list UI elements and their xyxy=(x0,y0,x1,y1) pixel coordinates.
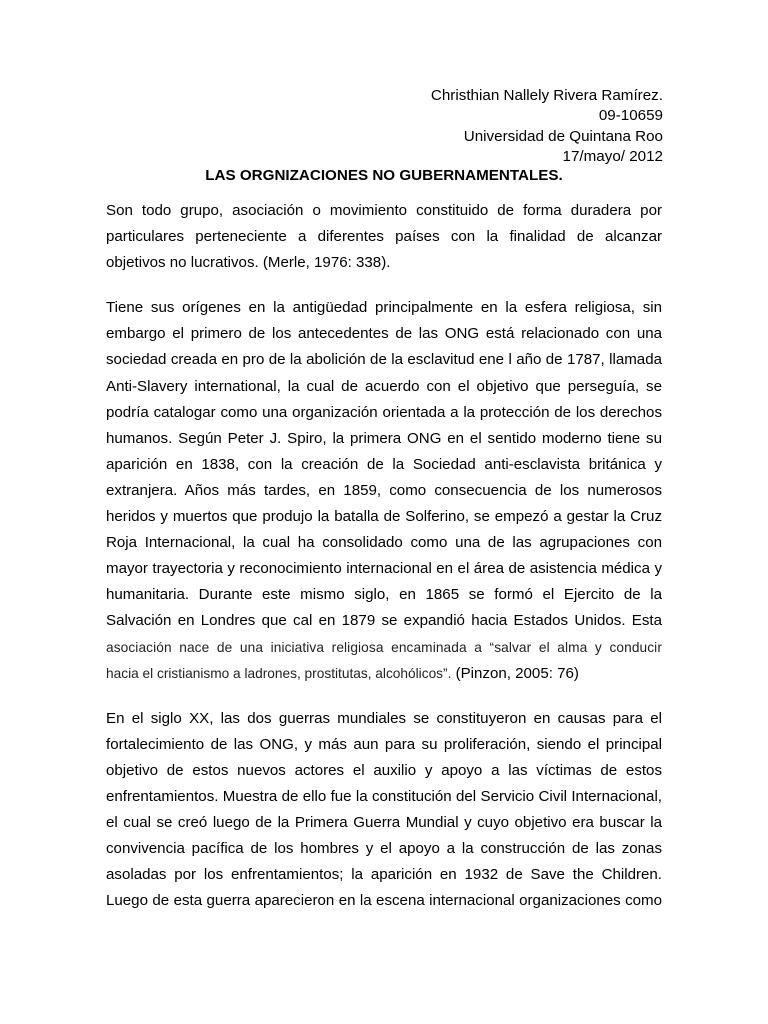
student-id: 09-10659 xyxy=(598,107,663,125)
text-line: Tiene sus orígenes en la antigüedad principalmente en la esfera religiosa, sin xyxy=(106,299,662,317)
text-line: objetivo de estos nuevos actores el auxilio y apoyo a las víctimas de estos xyxy=(106,761,662,779)
paragraph-2 xyxy=(106,295,662,686)
text-line: humanitaria. Durante este mismo siglo, en 1865 se formó el Ejercito de la xyxy=(106,586,662,604)
text-line: fortalecimiento de las ONG, y más aun para su proliferación, siendo el principal xyxy=(106,735,662,753)
quote-text: hacia el cristianismo a ladrones, prostitutas, alcohólicos”. xyxy=(106,665,452,681)
citation-text: (Pinzon, 2005: 76) xyxy=(451,664,579,682)
text-line: aparición en 1838, con la creación de la Sociedad anti-esclavista británica y xyxy=(106,455,662,473)
text-line: convivencia pacífica de los hombres y el apoyo a la construcción de las zonas xyxy=(106,840,662,858)
text-line: Anti-Slavery international, la cual de acuerdo con el objetivo que perseguía, se xyxy=(106,377,662,395)
text-line: mayor trayectoria y reconocimiento internacional en el área de asistencia médica y xyxy=(106,560,662,578)
document-title-text: LAS ORGNIZACIONES NO GUBERNAMENTALES. xyxy=(205,167,563,184)
quote-line: asociación nace de una iniciativa religiosa encaminada a “salvar el alma y conducir xyxy=(106,639,662,655)
text-line: Son todo grupo, asociación o movimiento constituido de forma duradera por xyxy=(106,202,662,219)
quote-citation-line xyxy=(106,661,662,687)
text-line: particulares perteneciente a diferentes países con la finalidad de alcanzar xyxy=(106,228,662,246)
text-line: embargo el primero de los antecedentes de las ONG está relacionado con una xyxy=(106,325,662,343)
body-text xyxy=(106,198,662,933)
paragraph-3 xyxy=(106,706,662,915)
author-header xyxy=(431,86,663,168)
text-line: extranjera. Años más tardes, en 1859, como consecuencia de los numerosos xyxy=(106,481,662,499)
university-name: Universidad de Quintana Roo xyxy=(463,127,663,145)
document-date: 17/mayo/ 2012 xyxy=(562,148,663,166)
text-line: enfrentamientos. Muestra de ello fue la constitución del Servicio Civil Internacional, xyxy=(106,787,662,805)
text-line: podría catalogar como una organización orientada a la protección de los derechos xyxy=(106,403,662,421)
author-name: Christhian Nallely Rivera Ramírez. xyxy=(430,87,663,104)
document-title xyxy=(0,166,768,186)
text-line: Roja Internacional, la cual ha consolidado como una de las agrupaciones con xyxy=(106,534,662,552)
text-line: En el siglo XX, las dos guerras mundiales se constituyeron en causas para el xyxy=(106,709,662,727)
text-line: objetivos no lucrativos. (Merle, 1976: 338). xyxy=(106,254,391,272)
text-line: asoladas por los enfrentamientos; la aparición en 1932 de Save the Children. xyxy=(106,866,662,884)
text-line: Salvación en Londres que cal en 1879 se expandió hacia Estados Unidos. Esta xyxy=(106,612,662,630)
text-line: sociedad creada en pro de la abolición de la esclavitud ene l año de 1787, llamada xyxy=(106,351,662,369)
paragraph-1 xyxy=(106,198,662,276)
text-line: humanos. Según Peter J. Spiro, la primera ONG en el sentido moderno tiene su xyxy=(106,429,662,447)
text-line: heridos y muertos que produjo la batalla de Solferino, se empezó a gestar la Cruz xyxy=(106,508,662,526)
text-line: el cual se creó luego de la Primera Guerra Mundial y cuyo objetivo era buscar la xyxy=(106,814,662,832)
text-line: Luego de esta guerra aparecieron en la escena internacional organizaciones como xyxy=(106,892,662,910)
